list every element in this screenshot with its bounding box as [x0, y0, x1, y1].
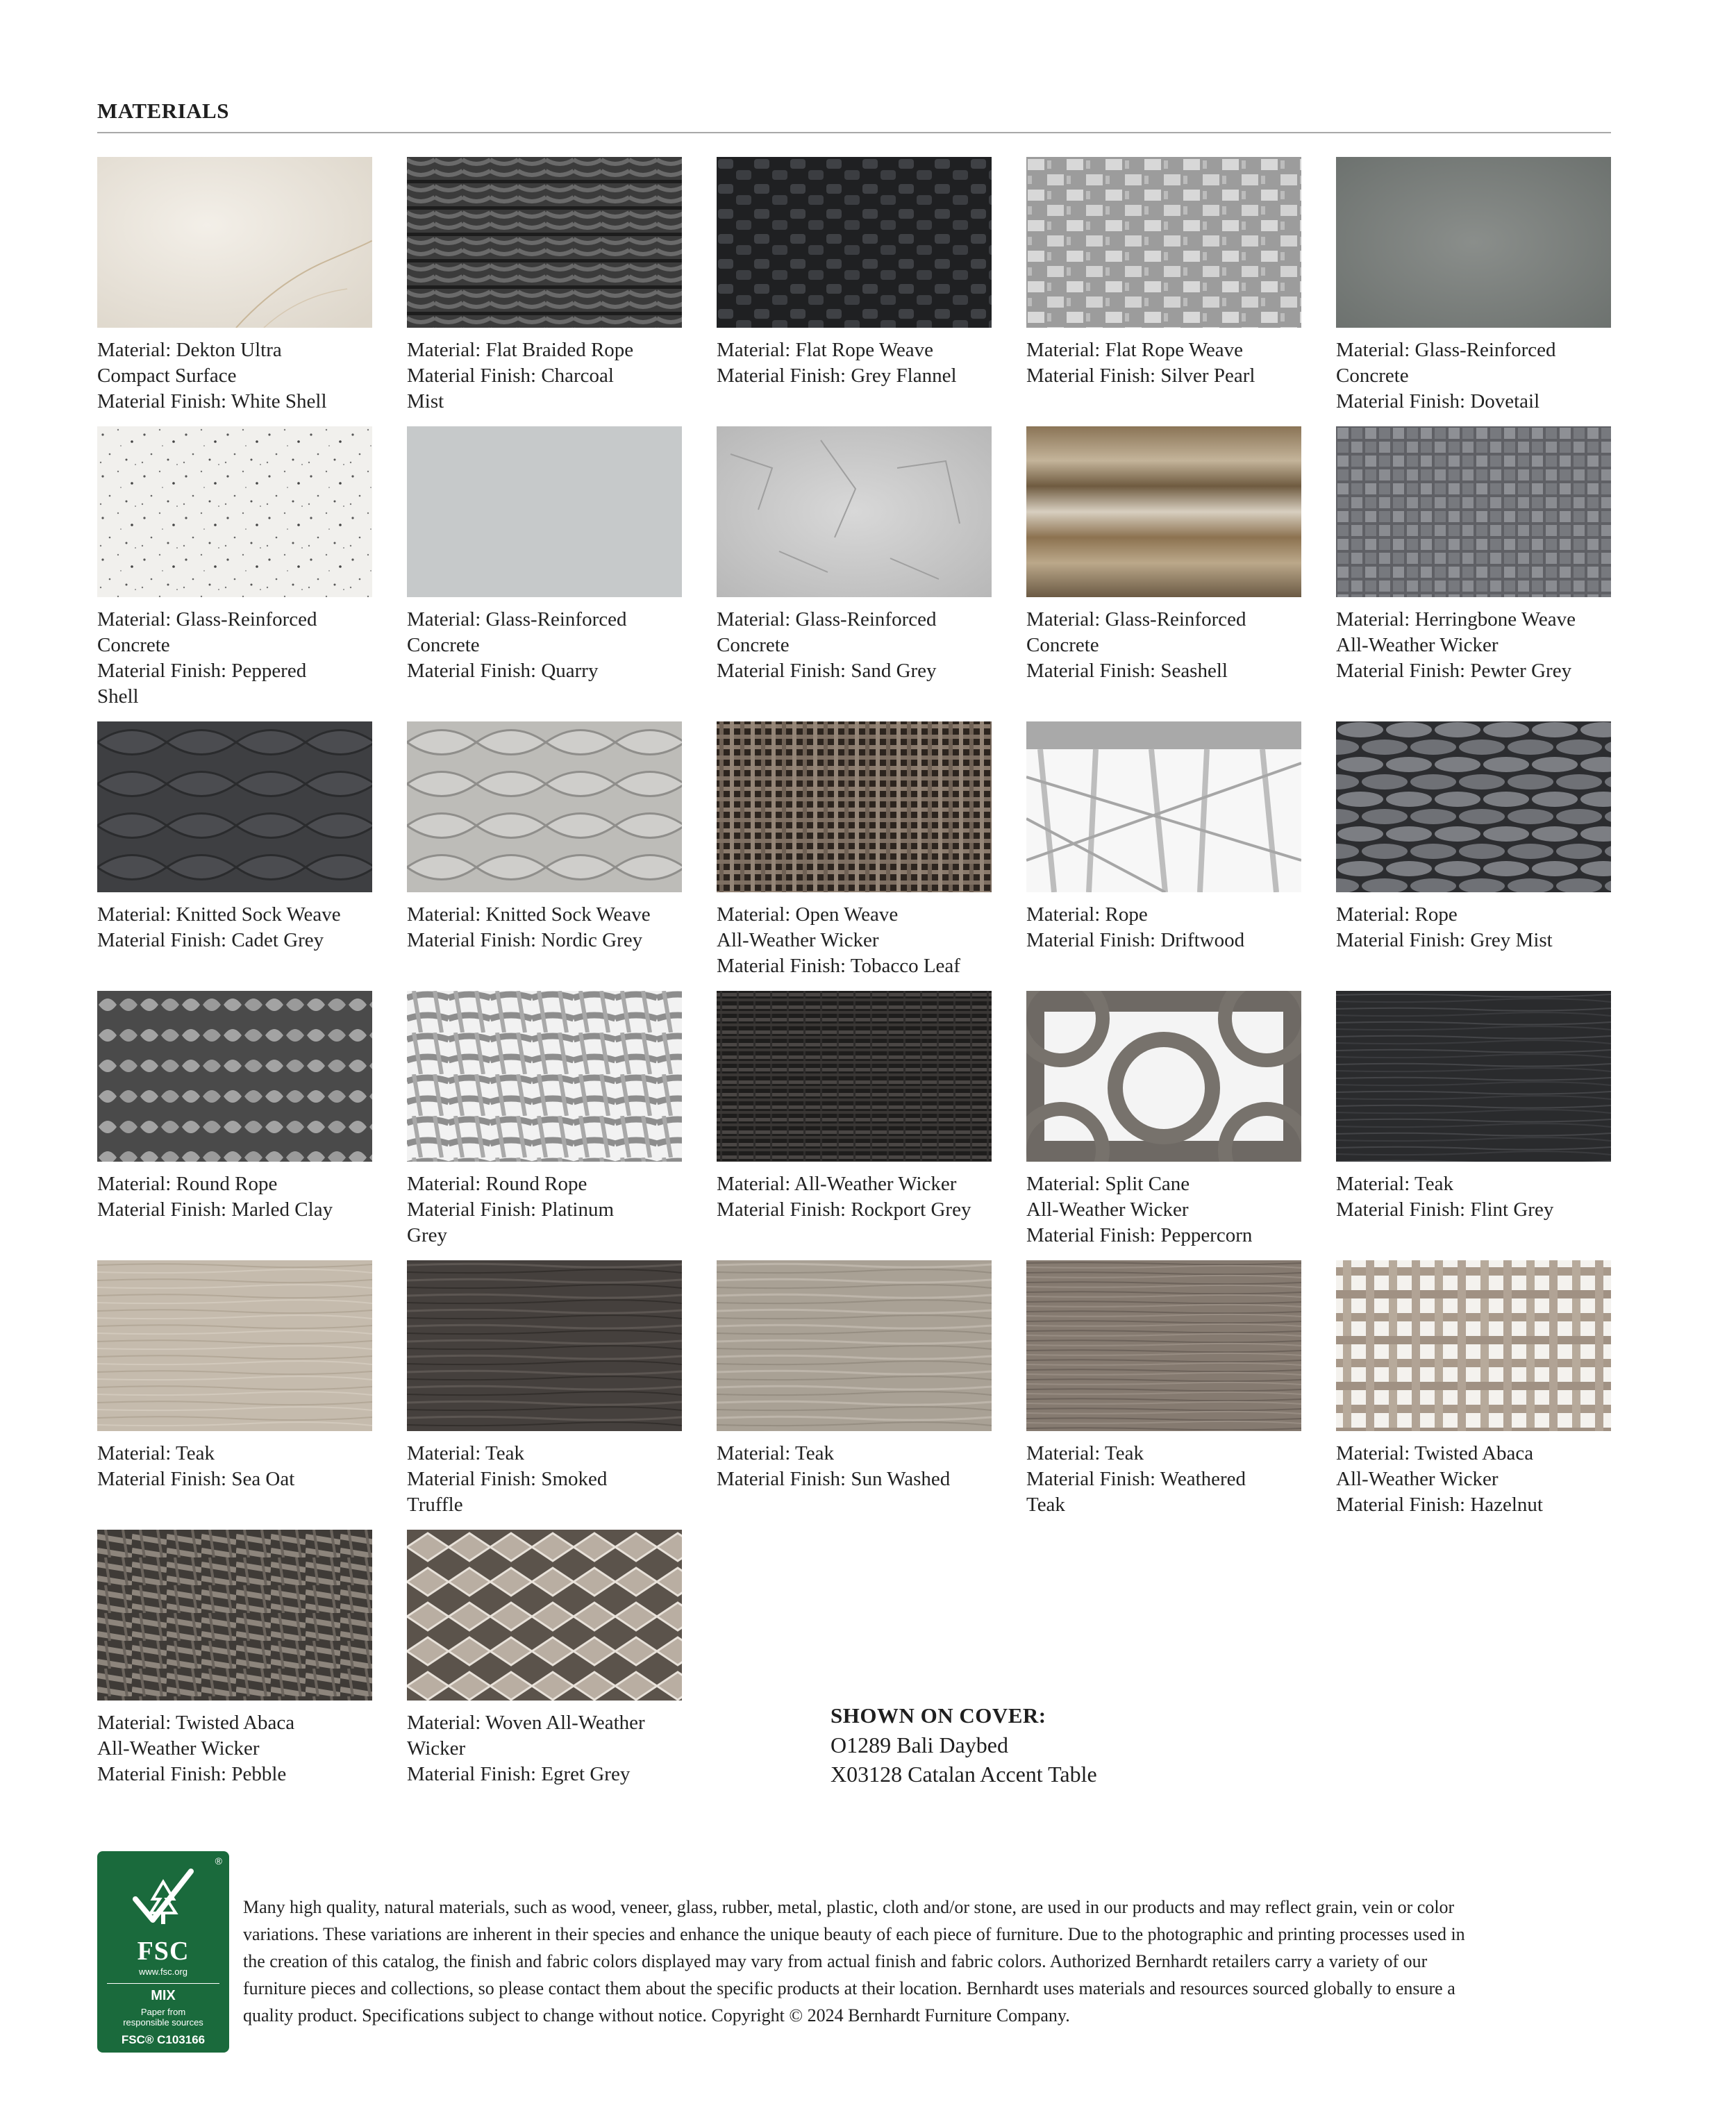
- caption-line: Material Finish: Silver Pearl: [1026, 365, 1255, 387]
- caption-line: Material Finish: Tobacco Leaf: [717, 955, 960, 977]
- caption-line: Material Finish: White Shell: [97, 390, 327, 412]
- caption-line: Material Finish: Flint Grey: [1336, 1198, 1554, 1221]
- caption-line: Material: Knitted Sock Weave: [97, 903, 341, 926]
- swatch-sun-washed: [717, 1260, 992, 1431]
- caption-line: Material Finish: Marled Clay: [97, 1198, 333, 1221]
- caption-line: Material: Flat Rope Weave: [717, 339, 934, 361]
- caption-line: Concrete: [717, 634, 790, 656]
- material-caption: [717, 902, 992, 979]
- caption-line: Material Finish: Sand Grey: [717, 660, 937, 682]
- cover-item: X03128 Catalan Accent Table: [831, 1762, 1097, 1787]
- caption-line: Shell: [97, 685, 139, 708]
- fsc-mix: MIX: [107, 1983, 219, 2004]
- swatch-cadet-grey: [97, 721, 372, 892]
- material-card: [717, 991, 992, 1223]
- caption-line: Material: Flat Braided Rope: [407, 339, 634, 361]
- disclaimer-text: Many high quality, natural materials, such as wood, veneer, glass, rubber, metal, plastic, cloth and/or stone, are used in our products and may reflect grain, vein or color variations. These variations are inherent in their species and enhance the unique beauty of each piece of furniture. Due to the photographic and printing processes used in the creation of this catalog, the finish and fabric colors displayed may vary from actual finish and fabric colors. Authorized Bernhardt retailers carry a variety of our furniture pieces and collections, so please contact them about the specific products at their location. Bernhardt uses materials and resources sourced globally to ensure a quality product. Specifications subject to change without notice. Copyright © 2024 Bernhardt Furniture Company.: [243, 1897, 1465, 2025]
- caption-line: Concrete: [407, 634, 480, 656]
- material-caption: [407, 1171, 682, 1248]
- caption-line: Concrete: [1336, 365, 1409, 387]
- material-card: [97, 426, 372, 710]
- caption-line: All-Weather Wicker: [1336, 1468, 1499, 1490]
- swatch-pebble: [97, 1530, 372, 1701]
- caption-line: Material: Glass-Reinforced: [717, 608, 937, 630]
- caption-line: Material Finish: Seashell: [1026, 660, 1228, 682]
- material-card: [1336, 426, 1611, 684]
- caption-line: All-Weather Wicker: [97, 1737, 260, 1760]
- fsc-registered-mark: ®: [215, 1855, 222, 1866]
- swatch-charcoal-mist: [407, 157, 682, 328]
- swatch-smoked-truffle: [407, 1260, 682, 1431]
- material-card: [407, 157, 682, 415]
- caption-line: Material Finish: Sea Oat: [97, 1468, 295, 1490]
- material-card: [407, 1260, 682, 1518]
- material-caption: [1336, 1171, 1611, 1223]
- caption-line: Material: Woven All-Weather: [407, 1712, 645, 1734]
- caption-line: Material: Teak: [407, 1442, 524, 1464]
- swatch-pewter-grey: [1336, 426, 1611, 597]
- swatch-dovetail: [1336, 157, 1611, 328]
- material-card: [1026, 157, 1301, 389]
- material-card: [1026, 426, 1301, 684]
- cover-item: O1289 Bali Daybed: [831, 1732, 1008, 1757]
- caption-line: Material: Knitted Sock Weave: [407, 903, 651, 926]
- caption-line: Material: Glass-Reinforced: [1026, 608, 1246, 630]
- caption-line: All-Weather Wicker: [717, 929, 879, 951]
- material-caption: [1336, 607, 1611, 684]
- caption-line: Material Finish: Platinum: [407, 1198, 615, 1221]
- swatch-egret-grey: [407, 1530, 682, 1701]
- caption-line: Material Finish: Smoked: [407, 1468, 608, 1490]
- material-card: [1336, 721, 1611, 953]
- fsc-tree-check-icon: [122, 1861, 205, 1937]
- cover-title: SHOWN ON COVER:: [831, 1703, 1046, 1728]
- material-card: [1336, 157, 1611, 415]
- material-card: [407, 991, 682, 1248]
- shown-on-cover: [831, 1701, 1097, 1789]
- caption-line: Teak: [1026, 1494, 1065, 1516]
- caption-line: Material: Teak: [97, 1442, 215, 1464]
- caption-line: Concrete: [1026, 634, 1099, 656]
- material-caption: [97, 1710, 372, 1787]
- material-caption: [717, 607, 992, 684]
- caption-line: Grey: [407, 1224, 447, 1246]
- material-caption: [407, 607, 682, 684]
- caption-line: Material: Teak: [1026, 1442, 1144, 1464]
- swatch-nordic-grey: [407, 721, 682, 892]
- swatch-tobacco-leaf: [717, 721, 992, 892]
- material-caption: [717, 1441, 992, 1492]
- page-heading: MATERIALS: [97, 99, 229, 123]
- caption-line: Material: Twisted Abaca: [97, 1712, 295, 1734]
- caption-line: Material Finish: Pewter Grey: [1336, 660, 1572, 682]
- caption-line: Material Finish: Dovetail: [1336, 390, 1540, 412]
- swatch-silver-pearl: [1026, 157, 1301, 328]
- caption-line: Material Finish: Egret Grey: [407, 1763, 631, 1785]
- swatch-flint-grey: [1336, 991, 1611, 1162]
- material-caption: [407, 337, 682, 415]
- material-card: [1026, 721, 1301, 953]
- swatch-quarry: [407, 426, 682, 597]
- caption-line: Material: Rope: [1336, 903, 1458, 926]
- caption-line: Material Finish: Quarry: [407, 660, 599, 682]
- material-caption: [407, 1710, 682, 1787]
- caption-line: Material: Split Cane: [1026, 1173, 1190, 1195]
- material-card: [717, 721, 992, 979]
- material-caption: [717, 337, 992, 389]
- material-caption: [1336, 902, 1611, 953]
- materials-grid: [97, 157, 1611, 1789]
- swatch-weathered-teak: [1026, 1260, 1301, 1431]
- caption-line: Material: Round Rope: [407, 1173, 587, 1195]
- swatch-platinum-grey: [407, 991, 682, 1162]
- swatch-grey-mist: [1336, 721, 1611, 892]
- caption-line: Mist: [407, 390, 444, 412]
- caption-line: Material: All-Weather Wicker: [717, 1173, 957, 1195]
- material-card: [717, 426, 992, 684]
- material-caption: [407, 1441, 682, 1518]
- caption-line: Material Finish: Peppercorn: [1026, 1224, 1253, 1246]
- caption-line: Material Finish: Cadet Grey: [97, 929, 324, 951]
- caption-line: Material: Round Rope: [97, 1173, 278, 1195]
- caption-line: Material: Teak: [1336, 1173, 1453, 1195]
- caption-line: Material: Open Weave: [717, 903, 899, 926]
- caption-line: Material Finish: Rockport Grey: [717, 1198, 971, 1221]
- material-caption: [1026, 607, 1301, 684]
- swatch-white-shell: [97, 157, 372, 328]
- material-caption: [1026, 1441, 1301, 1518]
- material-card: [1026, 991, 1301, 1248]
- caption-line: Material: Glass-Reinforced: [407, 608, 627, 630]
- material-card: [97, 721, 372, 953]
- material-card: [407, 721, 682, 953]
- caption-line: Material: Flat Rope Weave: [1026, 339, 1244, 361]
- caption-line: Material Finish: Sun Washed: [717, 1468, 951, 1490]
- caption-line: Material Finish: Peppered: [97, 660, 307, 682]
- caption-line: Truffle: [407, 1494, 463, 1516]
- caption-line: Material Finish: Hazelnut: [1336, 1494, 1543, 1516]
- caption-line: Material Finish: Grey Mist: [1336, 929, 1553, 951]
- swatch-seashell: [1026, 426, 1301, 597]
- caption-line: Material Finish: Grey Flannel: [717, 365, 957, 387]
- material-caption: [97, 1171, 372, 1223]
- caption-line: Material: Teak: [717, 1442, 834, 1464]
- caption-line: Material Finish: Weathered: [1026, 1468, 1246, 1490]
- fsc-name: FSC: [137, 1937, 190, 1966]
- material-caption: [97, 1441, 372, 1492]
- swatch-peppercorn: [1026, 991, 1301, 1162]
- caption-line: Material: Glass-Reinforced: [97, 608, 317, 630]
- caption-line: Concrete: [97, 634, 170, 656]
- caption-line: Material: Herringbone Weave: [1336, 608, 1576, 630]
- material-card: [97, 1530, 372, 1787]
- material-caption: [717, 1171, 992, 1223]
- material-caption: [1026, 902, 1301, 953]
- material-card: [1026, 1260, 1301, 1518]
- caption-line: All-Weather Wicker: [1336, 634, 1499, 656]
- material-caption: [407, 902, 682, 953]
- fsc-logo: [97, 1851, 229, 2053]
- caption-line: Material Finish: Driftwood: [1026, 929, 1245, 951]
- caption-line: Material: Dekton Ultra: [97, 339, 282, 361]
- caption-line: Material Finish: Pebble: [97, 1763, 287, 1785]
- caption-line: Compact Surface: [97, 365, 237, 387]
- heading-rule: [97, 132, 1611, 133]
- caption-line: Wicker: [407, 1737, 466, 1760]
- material-card: [717, 157, 992, 389]
- material-card: [717, 1260, 992, 1492]
- caption-line: Material: Glass-Reinforced: [1336, 339, 1556, 361]
- material-card: [97, 157, 372, 415]
- caption-line: Material Finish: Nordic Grey: [407, 929, 643, 951]
- swatch-rockport-grey: [717, 991, 992, 1162]
- material-caption: [1026, 337, 1301, 389]
- material-card: [1336, 1260, 1611, 1518]
- fsc-paper: Paper from responsible sources: [123, 2007, 203, 2028]
- swatch-sea-oat: [97, 1260, 372, 1431]
- material-card: [1336, 991, 1611, 1223]
- material-card: [407, 1530, 682, 1787]
- material-card: [97, 1260, 372, 1492]
- caption-line: Material: Twisted Abaca: [1336, 1442, 1534, 1464]
- fsc-url: www.fsc.org: [138, 1966, 188, 1977]
- material-caption: [97, 607, 372, 710]
- swatch-grey-flannel: [717, 157, 992, 328]
- swatch-sand-grey: [717, 426, 992, 597]
- caption-line: Material: Rope: [1026, 903, 1148, 926]
- material-caption: [1026, 1171, 1301, 1248]
- swatch-driftwood: [1026, 721, 1301, 892]
- material-caption: [1336, 1441, 1611, 1518]
- caption-line: Material Finish: Charcoal: [407, 365, 614, 387]
- swatch-peppered-shell: [97, 426, 372, 597]
- caption-line: All-Weather Wicker: [1026, 1198, 1189, 1221]
- material-caption: [1336, 337, 1611, 415]
- material-card: [407, 426, 682, 684]
- fsc-code: FSC® C103166: [121, 2033, 206, 2046]
- swatch-hazelnut: [1336, 1260, 1611, 1431]
- material-caption: [97, 337, 372, 415]
- material-card: [97, 991, 372, 1223]
- swatch-marled-clay: [97, 991, 372, 1162]
- material-caption: [97, 902, 372, 953]
